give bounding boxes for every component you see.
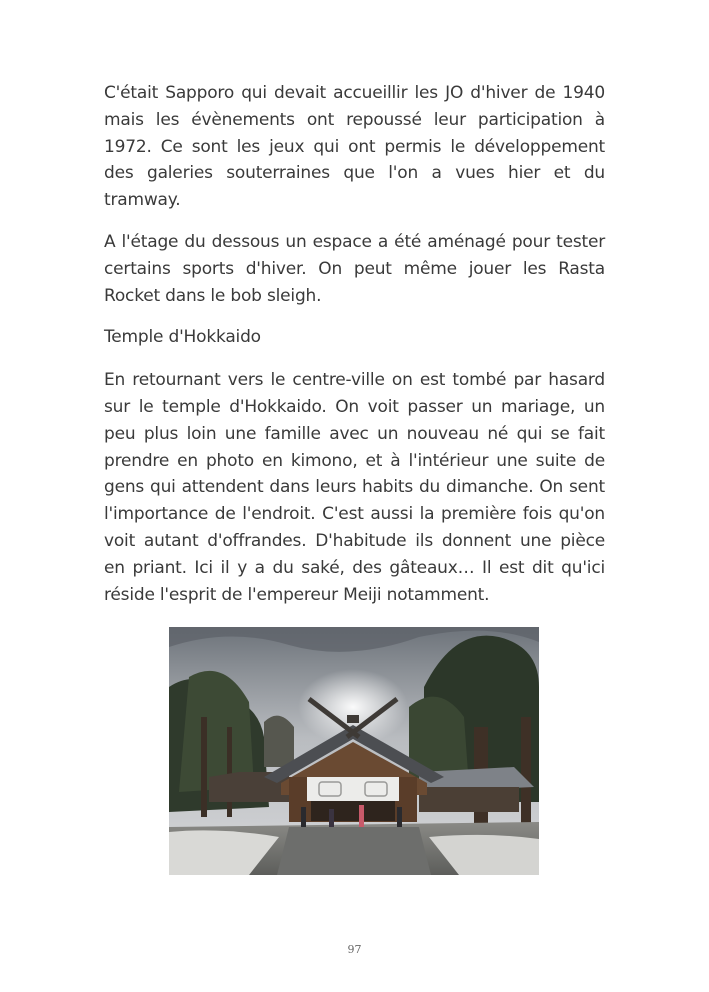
section-heading: Temple d'Hokkaido xyxy=(104,327,261,348)
page-body xyxy=(104,80,605,623)
temple-photo xyxy=(169,627,539,875)
temple-illustration xyxy=(169,627,539,875)
paragraph-winter-sports: A l'étage du dessous un espace a été aménagé pour tester certains sports d'hiver. On peut même jouer les Rasta Rocket dans le bob sleigh. xyxy=(104,231,605,306)
paragraph-olympics: C'était Sapporo qui devait accueillir les JO d'hiver de 1940 mais les évènements ont repoussé leur participation à 1972. Ce sont les jeux qui ont permis le développement des galeries souterraines que l'on a vues hier et du tramway. xyxy=(104,83,605,211)
paragraph-temple: En retournant vers le centre-ville on est tombé par hasard sur le temple d'Hokkaido. On voit passer un mariage, un peu plus loin une famille avec un nouveau né qui se fait prendre en photo en kimono, et à l'intérieur une suite de gens qui attendent dans leurs habits du dimanche. On sent l'importance de l'endroit. C'est aussi la première fois qu'on voit autant d'offrandes. D'habitude ils donnent une pièce en priant. Ici il y a du saké, des gâteaux… Il est dit qu'ici réside l'esprit de l'empereur Meiji notamment. xyxy=(104,370,605,605)
page-number: 97 xyxy=(347,943,362,956)
